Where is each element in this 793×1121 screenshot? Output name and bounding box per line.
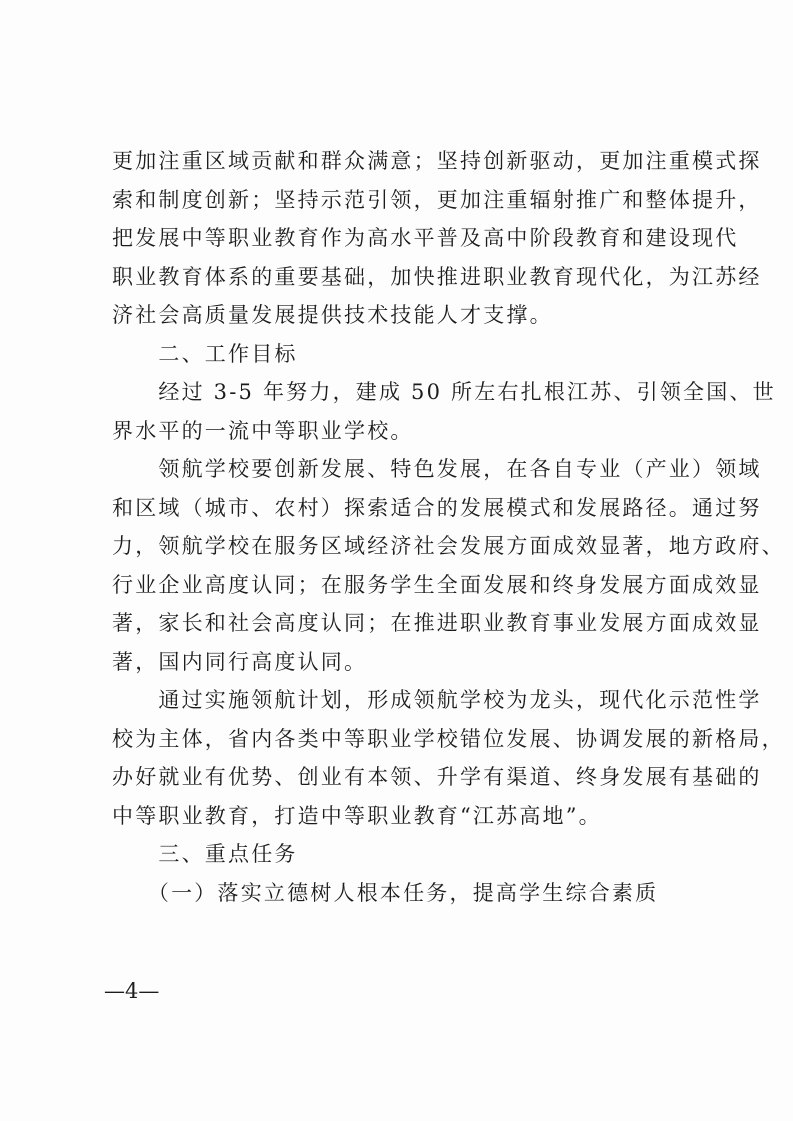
text-line: 校为主体，省内各类中等职业学校错位发展、协调发展的新格局， (112, 726, 785, 751)
text-line: 著，国内同行高度认同。 (112, 649, 368, 674)
text-line: 行业企业高度认同；在服务学生全面发展和终身发展方面成效显 (112, 572, 762, 597)
text-line: 著，家长和社会高度认同；在推进职业教育事业发展方面成效显 (112, 611, 762, 635)
page-number: —4— (104, 979, 160, 1003)
text-line: 济社会高质量发展提供技术技能人才支撑。 (112, 303, 553, 327)
text-line: 索和制度创新；坚持示范引领，更加注重辐射推广和整体提升， (112, 187, 762, 212)
text-line: 界水平的一流中等职业学校。 (112, 418, 414, 443)
text-line: 力，领航学校在服务区域经济社会发展方面成效显著，地方政府、 (112, 534, 785, 558)
section-heading: 二、工作目标 (112, 341, 298, 366)
text-line: 把发展中等职业教育作为高水平普及高中阶段教育和建设现代 (112, 226, 739, 250)
text-line: 更加注重区域贡献和群众满意；坚持创新驱动，更加注重模式探 (112, 149, 762, 173)
document-body (112, 142, 785, 912)
subsection-heading: （一）落实立德树人根本任务，提高学生综合素质 (112, 880, 659, 905)
text-line: 领航学校要创新发展、特色发展，在各自专业（产业）领域 (112, 457, 762, 481)
section-heading: 三、重点任务 (112, 842, 298, 866)
text-line: 通过实施领航计划，形成领航学校为龙头，现代化示范性学 (112, 688, 762, 712)
text-line: 经过 3-5 年努力，建成 50 所左右扎根江苏、引领全国、世 (112, 380, 776, 404)
text-line: 和区域（城市、农村）探索适合的发展模式和发展路径。通过努 (112, 495, 762, 520)
text-line: 职业教育体系的重要基础，加快推进职业教育现代化，为江苏经 (112, 264, 762, 289)
text-line: 中等职业教育，打造中等职业教育“江苏高地”。 (112, 803, 602, 828)
text-line: 办好就业有优势、创业有本领、升学有渠道、终身发展有基础的 (112, 765, 762, 789)
